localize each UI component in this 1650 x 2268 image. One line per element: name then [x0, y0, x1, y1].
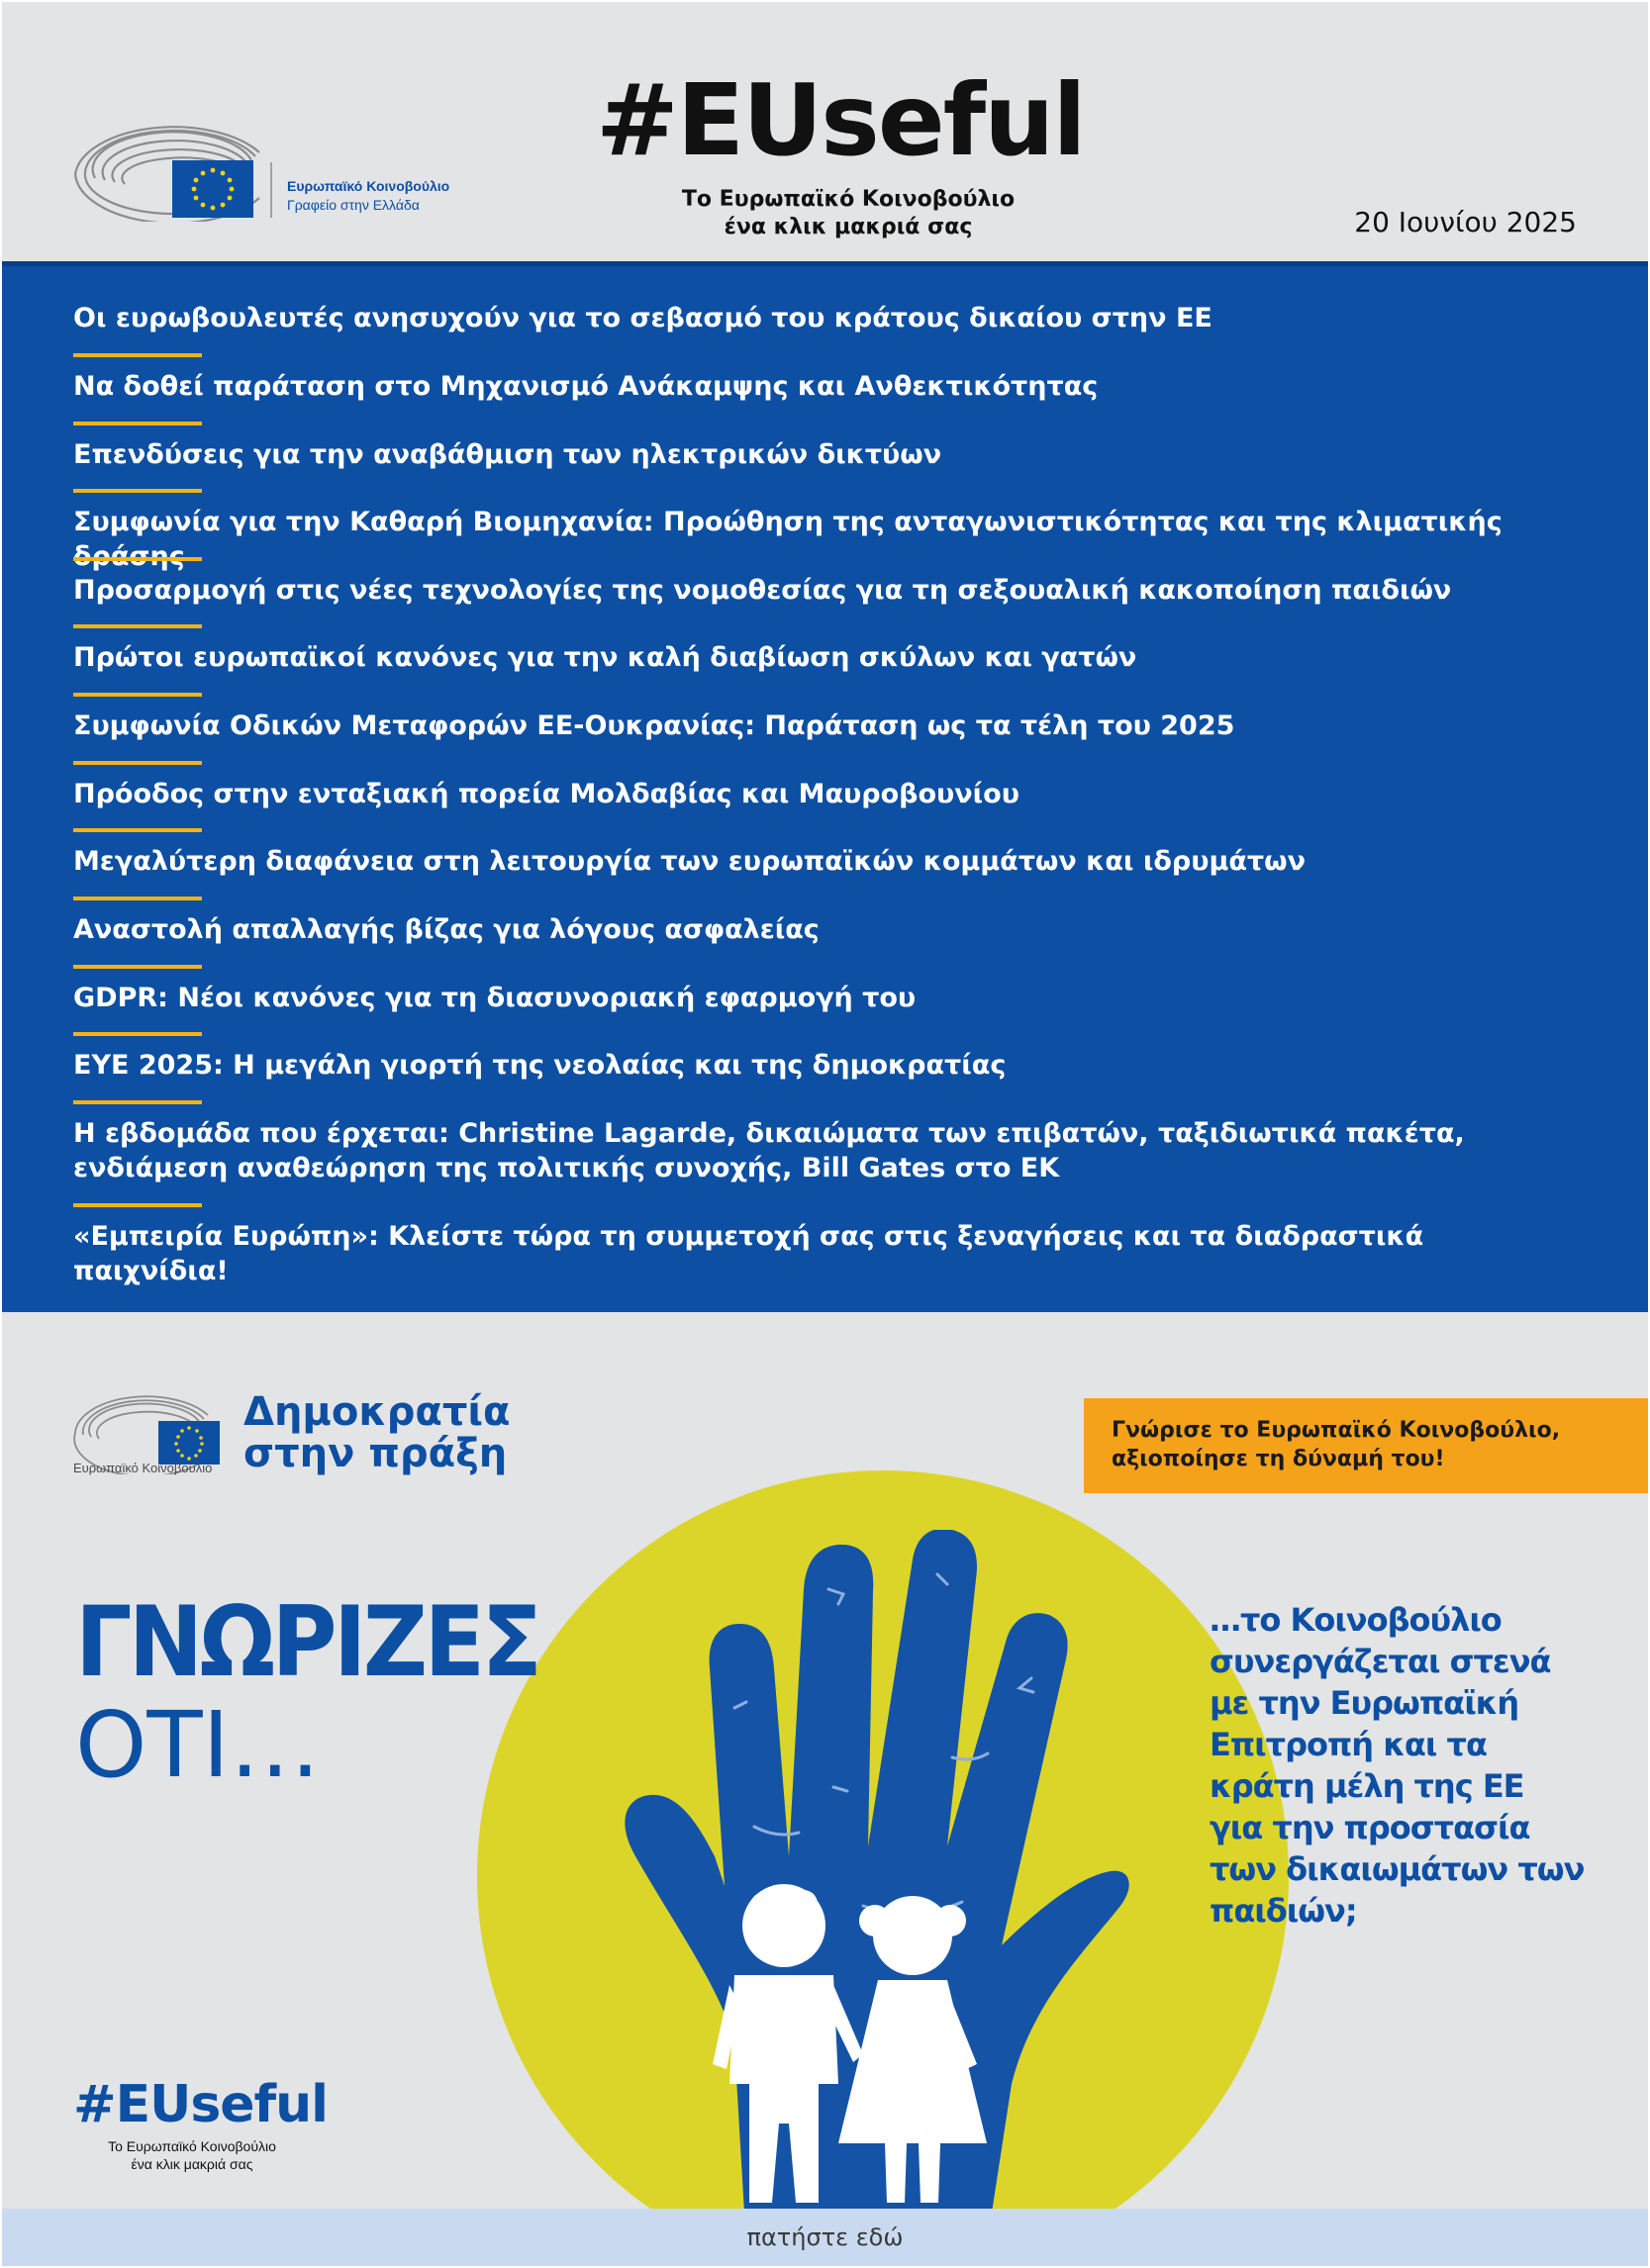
- separator: [73, 353, 202, 357]
- brand-title: #EUseful: [596, 62, 1085, 178]
- democracy-title-line-1: Δημοκρατία: [243, 1389, 511, 1435]
- headline-know: ΟΤΙ…: [75, 1692, 321, 1798]
- ep-label: Ευρωπαϊκό Κοινοβούλιο: [73, 1461, 213, 1475]
- news-link-clean-industry[interactable]: Συμφωνία για την Καθαρή Βιομηχανία: Προώθηση της ανταγωνιστικότητας και της κλιματικής: [73, 507, 1503, 537]
- news-link-experience-europe[interactable]: «Εμπειρία Ευρώπη»: Κλείστε τώρα τη συμμετοχή σας στις ξεναγήσεις και τα διαδραστικά παιχνίδια!: [73, 1221, 1424, 1286]
- news-link-week-ahead[interactable]: Η εβδομάδα που έρχεται: Christine Lagarde, δικαιώματα των επιβατών, ταξιδιωτικά πακέτα, ενδιάμεση αναθεώρηση της πολιτικής συνοχής, Bill Gates στο ΕΚ: [73, 1118, 1465, 1183]
- did-you-know-text: …το Κοινοβούλιο συνεργάζεται στενά με την Ευρωπαϊκή Επιτροπή και τα κράτη μέλη της ΕΕ για την προστασία των δικαιωμάτων των παιδιών;: [1210, 1601, 1585, 1930]
- banner-line-1: Γνώρισε το Ευρωπαϊκό Κοινοβούλιο,: [1112, 1418, 1561, 1443]
- news-link-electricity-grids[interactable]: Επενδύσεις για την αναβάθμιση των ηλεκτρικών δικτύων: [73, 439, 942, 470]
- click-here-link[interactable]: πατήστε εδώ: [2, 2209, 1648, 2266]
- separator: [73, 422, 202, 425]
- separator: [73, 624, 202, 628]
- brand-subtitle-line-1: Το Ευρωπαϊκό Κοινοβούλιο: [681, 187, 1016, 212]
- news-link-visa-suspension[interactable]: Αναστολή απαλλαγής βίζας για λόγους ασφαλείας: [73, 914, 820, 945]
- brand-subtitle-line-2: ένα κλικ μακριά σας: [724, 215, 973, 239]
- headline-did-you: ΓΝΩΡΙΖΕΣ: [75, 1586, 539, 1699]
- news-link-moldova-montenegro[interactable]: Πρόοδος στην ενταξιακή πορεία Μολδαβίας και Μαυροβουνίου: [73, 779, 1019, 809]
- separator: [73, 828, 202, 832]
- separator: [73, 965, 202, 969]
- separator: [73, 897, 202, 900]
- hand-with-children-illustration: [616, 1530, 1130, 2209]
- news-list: [2, 261, 1648, 1312]
- issue-date: 20 Ιουνίου 2025: [1354, 206, 1577, 238]
- org-name: Ευρωπαϊκό Κοινοβούλιο: [287, 178, 450, 194]
- separator: [73, 1032, 202, 1036]
- separator: [73, 489, 202, 493]
- news-link-party-transparency[interactable]: Μεγαλύτερη διαφάνεια στη λειτουργία των ευρωπαϊκών κομμάτων και ιδρυμάτων: [73, 846, 1306, 877]
- democracy-title-line-2: στην πράξη: [243, 1431, 508, 1476]
- banner-line-2: αξιοποίησε τη δύναμή του!: [1112, 1447, 1445, 1471]
- orange-banner: [1084, 1398, 1648, 1493]
- header: [2, 2, 1648, 261]
- footer-brand: #EUseful: [73, 2075, 329, 2134]
- democracy-title: [243, 1391, 510, 1474]
- separator: [73, 557, 202, 561]
- news-link-eye-2025[interactable]: EYE 2025: Η μεγάλη γιορτή της νεολαίας και της δημοκρατίας: [73, 1050, 1007, 1081]
- did-you-know-infographic[interactable]: [2, 1312, 1648, 2209]
- news-link-rule-of-law[interactable]: Οι ευρωβουλευτές ανησυχούν για το σεβασμό του κράτους δικαίου στην ΕΕ: [73, 303, 1213, 333]
- news-link-ukraine-road-transport[interactable]: Συμφωνία Οδικών Μεταφορών ΕΕ-Ουκρανίας: Παράταση ως τα τέλη του 2025: [73, 710, 1235, 741]
- footer-subtitle-line-1: Το Ευρωπαϊκό Κοινοβούλιο: [108, 2138, 276, 2154]
- news-link-recovery-facility[interactable]: Να δοθεί παράταση στο Μηχανισμό Ανάκαμψης και Ανθεκτικότητας: [73, 371, 1099, 402]
- news-link-cats-dogs-welfare[interactable]: Πρώτοι ευρωπαϊκοί κανόνες για την καλή διαβίωση σκύλων και γατών: [73, 642, 1137, 673]
- newsletter-page: [2, 2, 1648, 2266]
- news-link-gdpr[interactable]: GDPR: Νέοι κανόνες για τη διασυνοριακή εφαρμογή του: [73, 983, 917, 1013]
- org-office: Γραφείο στην Ελλάδα: [287, 197, 420, 213]
- news-link-child-abuse-law[interactable]: Προσαρμογή στις νέες τεχνολογίες της νομοθεσίας για τη σεξουαλική κακοποίηση παιδιών: [73, 575, 1452, 606]
- separator: [73, 693, 202, 697]
- footer-subtitle: [73, 2137, 311, 2173]
- separator: [73, 1203, 202, 1207]
- separator: [73, 761, 202, 765]
- separator: [73, 1100, 202, 1104]
- brand-subtitle: [626, 186, 1071, 241]
- footer-subtitle-line-2: ένα κλικ μακριά σας: [131, 2156, 253, 2172]
